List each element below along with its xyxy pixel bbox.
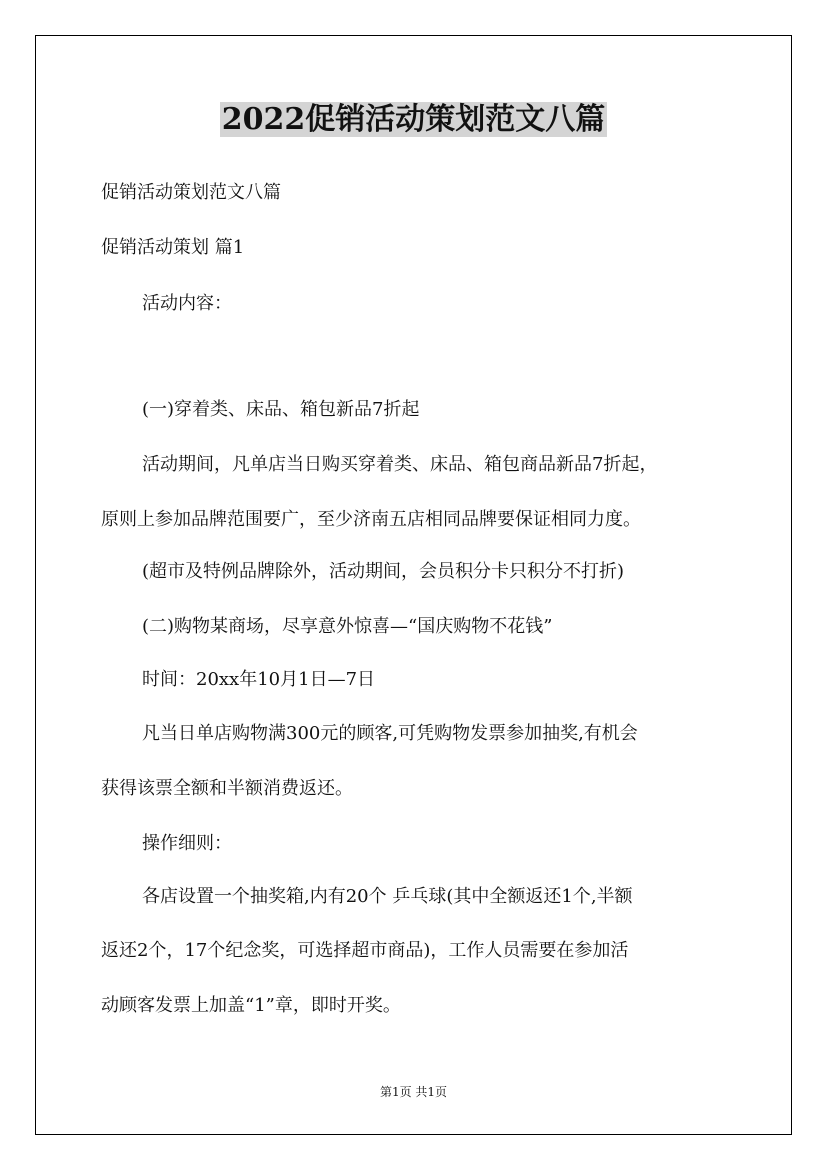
paragraph: 时间：20xx年10月1日—7日 [142,669,376,690]
subtitle-paragraph: 促销活动策划范文八篇 [101,182,281,203]
document-title-text: 2022促销活动策划范文八篇 [221,102,606,137]
paragraph: 活动期间，凡单店当日购买穿着类、床品、箱包商品新品7折起， [142,454,658,475]
paragraph: (一)穿着类、床品、箱包新品7折起 [142,399,420,420]
paragraph: (二)购物某商场，尽享意外惊喜—“国庆购物不花钱” [142,616,553,637]
paragraph: 活动内容： [142,293,232,314]
paragraph: 动顾客发票上加盖“1”章，即时开奖。 [101,995,401,1016]
page-footer: 第1页 共1页 [379,1085,448,1099]
paragraph: 凡当日单店购物满300元的顾客,可凭购物发票参加抽奖,有机会 [142,723,638,744]
section-heading: 促销活动策划 篇1 [101,237,245,258]
document-title [0,98,827,142]
paragraph: 获得该票全额和半额消费返还。 [101,778,353,799]
paragraph: 操作细则： [142,833,232,854]
paragraph: (超市及特例品牌除外，活动期间，会员积分卡只积分不打折) [142,561,625,582]
paragraph: 原则上参加品牌范围要广，至少济南五店相同品牌要保证相同力度。 [101,509,641,530]
paragraph: 各店设置一个抽奖箱,内有20个 乒乓球(其中全额返还1个,半额 [142,886,633,907]
paragraph: 返还2个，17个纪念奖，可选择超市商品)，工作人员需要在参加活 [101,940,629,961]
